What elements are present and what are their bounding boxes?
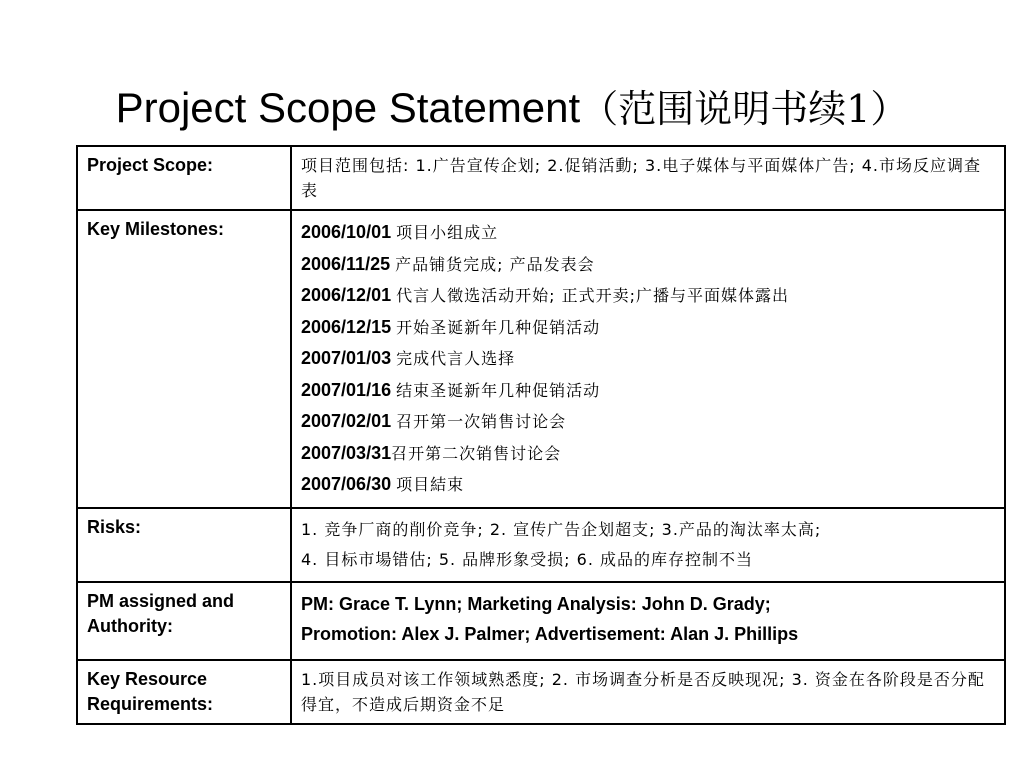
milestone-text: 代言人徵选活动开始; 正式开卖;广播与平面媒体露出 xyxy=(396,286,789,305)
milestone-item xyxy=(301,249,996,281)
title-suffix: （范围说明书续1） xyxy=(580,87,909,131)
page-title xyxy=(0,80,1024,137)
pm-value xyxy=(291,582,1005,660)
milestone-text: 项目小组成立 xyxy=(396,223,499,242)
table-row-risks xyxy=(77,508,1005,582)
project-scope-value xyxy=(291,146,1005,210)
milestone-item xyxy=(301,343,996,375)
project-scope-text: 项目范围包括: 1.广告宣传企划; 2.促销活動; 3.电子媒体与平面媒体广告; 4.市场反应调查表 xyxy=(301,156,981,200)
milestone-item xyxy=(301,312,996,344)
milestone-date: 2007/03/31 xyxy=(301,442,392,463)
key-milestones-label: Key Milestones: xyxy=(77,210,291,508)
milestone-item xyxy=(301,406,996,438)
milestone-text: 召开第一次销售讨论会 xyxy=(396,412,567,431)
risks-label: Risks: xyxy=(77,508,291,582)
milestone-text: 项目結束 xyxy=(396,475,465,494)
table-row-key-resources xyxy=(77,660,1005,724)
milestone-text: 产品铺货完成; 产品发表会 xyxy=(395,254,595,274)
milestone-item xyxy=(301,438,996,470)
key-resources-text: 1.项目成员对该工作领域熟悉度; 2. 市场调查分析是否反映现况; 3. 资金在各阶段是否分配得宜，不造成后期资金不足 xyxy=(301,669,985,714)
milestone-date: 2007/06/30 xyxy=(301,474,392,494)
milestone-date: 2006/12/01 xyxy=(301,285,392,305)
key-milestones-list xyxy=(291,210,1005,508)
table-row-key-milestones xyxy=(77,210,1005,508)
project-scope-label: Project Scope: xyxy=(77,146,291,210)
milestone-date: 2006/10/01 xyxy=(301,222,392,242)
milestone-text: 完成代言人选择 xyxy=(396,349,516,368)
pm-label: PM assigned and Authority: xyxy=(77,582,291,660)
milestone-date: 2007/01/16 xyxy=(301,379,392,400)
milestone-item xyxy=(301,280,996,312)
milestone-text: 开始圣诞新年几种促销活动 xyxy=(396,317,601,337)
milestone-date: 2007/02/01 xyxy=(301,411,392,431)
risks-line: 1. 竞争厂商的削价竞争; 2. 宣传广告企划超支; 3.产品的淘汰率太高; xyxy=(301,519,822,539)
milestone-date: 2006/11/25 xyxy=(301,253,391,274)
milestone-text: 召开第二次销售讨论会 xyxy=(391,443,562,463)
table-row-project-scope xyxy=(77,146,1005,210)
scope-table xyxy=(76,145,1006,725)
milestone-date: 2006/12/15 xyxy=(301,316,392,337)
milestone-item xyxy=(301,217,996,249)
milestone-item xyxy=(301,375,996,407)
risks-value xyxy=(291,508,1005,582)
milestone-text: 结束圣诞新年几种促销活动 xyxy=(396,380,601,400)
key-resources-label: Key Resource Requirements: xyxy=(77,660,291,724)
milestone-date: 2007/01/03 xyxy=(301,348,392,368)
pm-line: Promotion: Alex J. Palmer; Advertisement: Alan J. Phillips xyxy=(301,623,799,644)
title-main: Project Scope Statement xyxy=(115,84,581,131)
milestone-item xyxy=(301,469,996,501)
table-row-pm xyxy=(77,582,1005,660)
key-resources-value xyxy=(291,660,1005,724)
risks-line: 4. 目标市場错估; 5. 品牌形象受损; 6. 成品的库存控制不当 xyxy=(301,549,754,569)
pm-line: PM: Grace T. Lynn; Marketing Analysis: John D. Grady; xyxy=(301,593,771,614)
